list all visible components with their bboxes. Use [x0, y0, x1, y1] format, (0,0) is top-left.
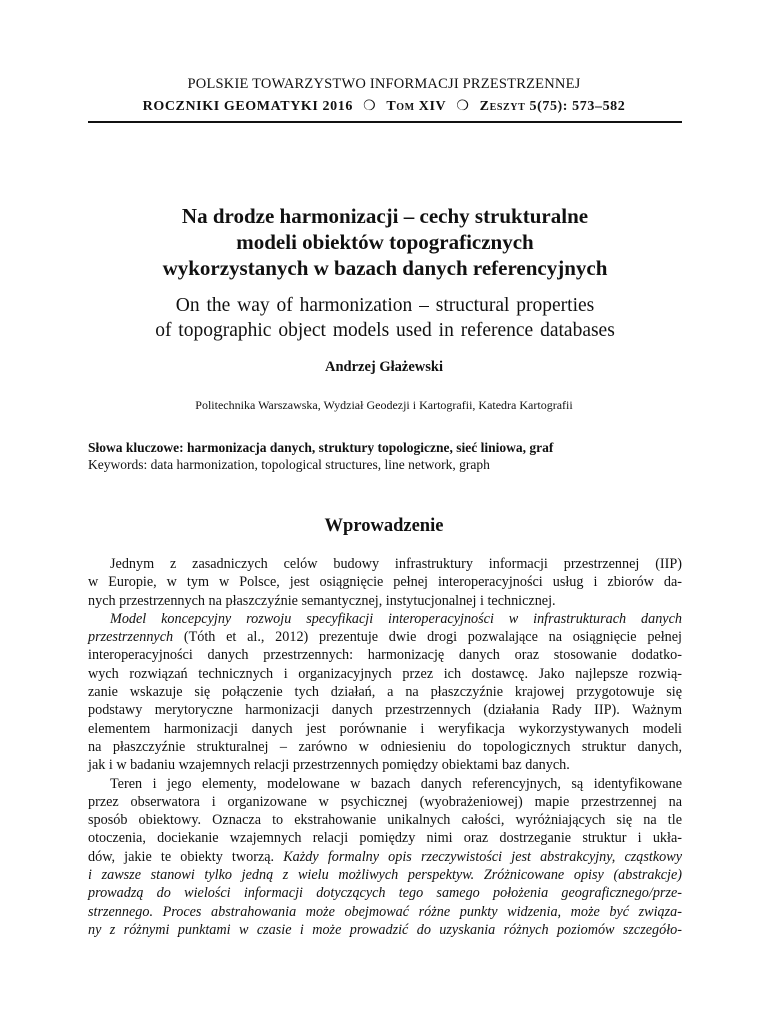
body-text	[88, 555, 682, 939]
title-polish-line: modeli obiektów topograficznych	[236, 230, 534, 254]
title-polish	[88, 203, 682, 281]
text-line: Teren i jego elementy, modelowane w bazach danych referencyjnych, są identyfikowane	[110, 775, 682, 792]
title-english-line: On the way of harmonization – structural properties	[175, 295, 595, 316]
text-line: jak i w badaniu wzajemnych relacji przestrzennych pomiędzy obiektami baz danych.	[88, 757, 570, 774]
italic-run: przestrzennych	[88, 629, 174, 646]
text-run: (Tóth et al., 2012) prezentuje dwie drogi pozwalające na osiągnięcie pełnej	[173, 629, 682, 646]
text-line	[88, 848, 682, 866]
text-line: w Europie, w tym w Polsce, jest osiągnięcie pełnej interoperacyjności usług i zbiorów da-	[88, 574, 682, 591]
text-line: otoczenia, dociekanie wzajemnych relacji pomiędzy nimi oraz dostrzeganie struktur i ukła-	[88, 830, 682, 847]
text-line: interoperacyjności danych przestrzennych: harmonizację danych oraz stosowanie dodatko-	[88, 647, 682, 664]
text-line	[88, 628, 682, 646]
text-line: prowadzą do wielości informacji dotyczących tego samego położenia geograficznego/prze-	[88, 885, 682, 902]
journal-name: ROCZNIKI GEOMATYKI 2016	[142, 99, 353, 114]
author-affiliation: Politechnika Warszawska, Wydział Geodezji i Kartografii, Katedra Kartografii	[195, 398, 573, 412]
text-line: sposób obiektowy. Oznacza to ekstrahowanie unikalnych całości, wyróżniających się na tle	[88, 812, 682, 829]
text-line: nych przestrzennych na płaszczyźnie semantycznej, instytucjonalnej i technicznej.	[88, 592, 556, 609]
text-line: podstawy merytoryczne harmonizacji danych przestrzennych (działania Rady IIP). Ważnym	[88, 702, 682, 719]
text-run: dów, jakie te obiekty tworzą.	[88, 848, 284, 865]
text-line: elementem harmonizacji danych jest porównanie i weryfikacja wykorzystywanych modeli	[88, 720, 682, 737]
society-name: POLSKIE TOWARZYSTWO INFORMACJI PRZESTRZENNEJ	[187, 76, 581, 92]
text-line: Jednym z zasadniczych celów budowy infrastruktury informacji przestrzennej (IIP)	[110, 556, 682, 572]
header-rule	[88, 121, 682, 123]
title-english	[88, 293, 682, 343]
section-heading: Wprowadzenie	[324, 516, 444, 536]
author-name: Andrzej Głażewski	[325, 359, 443, 375]
title-english-line: of topographic object models used in reference databases	[155, 320, 615, 341]
text-line: na płaszczyźnie strukturalnej – zarówno w odniesieniu do topologicznych struktur danych,	[88, 738, 682, 755]
text-line: i zawsze stanowi tylko jedną z wielu możliwych perspektyw. Zróżnicowane opisy (abstrakcje)	[88, 867, 682, 884]
issue-label: Zeszyt 5(75): 573–582	[479, 99, 626, 114]
separator-icon: ❍	[363, 99, 377, 114]
title-polish-line: wykorzystanych w bazach danych referencyjnych	[162, 256, 608, 280]
title-polish-line: Na drodze harmonizacji – cechy strukturalne	[181, 204, 589, 228]
journal-header	[0, 98, 768, 115]
text-line: ny z różnymi punktami w czasie i może prowadzić do uzyskania różnych poziomów szczegóło-	[88, 921, 682, 938]
text-line: strzennego. Proces abstrahowania może obejmować różne punkty widzenia, może być związa-	[88, 903, 682, 920]
text-line: wych rozwiązań technicznych i organizacyjnych przez ich dostawcę. Jako najlepsze rozwią-	[88, 665, 682, 682]
keywords-english: Keywords: data harmonization, topological structures, line network, graph	[88, 457, 490, 472]
separator-icon: ❍	[456, 99, 470, 114]
keywords-polish: Słowa kluczowe: harmonizacja danych, struktury topologiczne, sieć liniowa, graf	[88, 440, 554, 455]
volume-label: Tom XIV	[386, 99, 447, 114]
text-line: Model koncepcyjny rozwoju specyfikacji interoperacyjności w infrastrukturach danych	[110, 610, 682, 627]
italic-run: Każdy formalny opis rzeczywistości jest abstrakcyjny, cząstkowy	[283, 848, 682, 865]
text-line: przez obserwatora i organizowane w psychicznej (wyobrażeniowej) mapie przestrzennej na	[88, 793, 682, 810]
text-line: zanie wskazuje się połączenie tych działań, a na płaszczyźnie krajowej przygotowuje się	[88, 684, 682, 701]
